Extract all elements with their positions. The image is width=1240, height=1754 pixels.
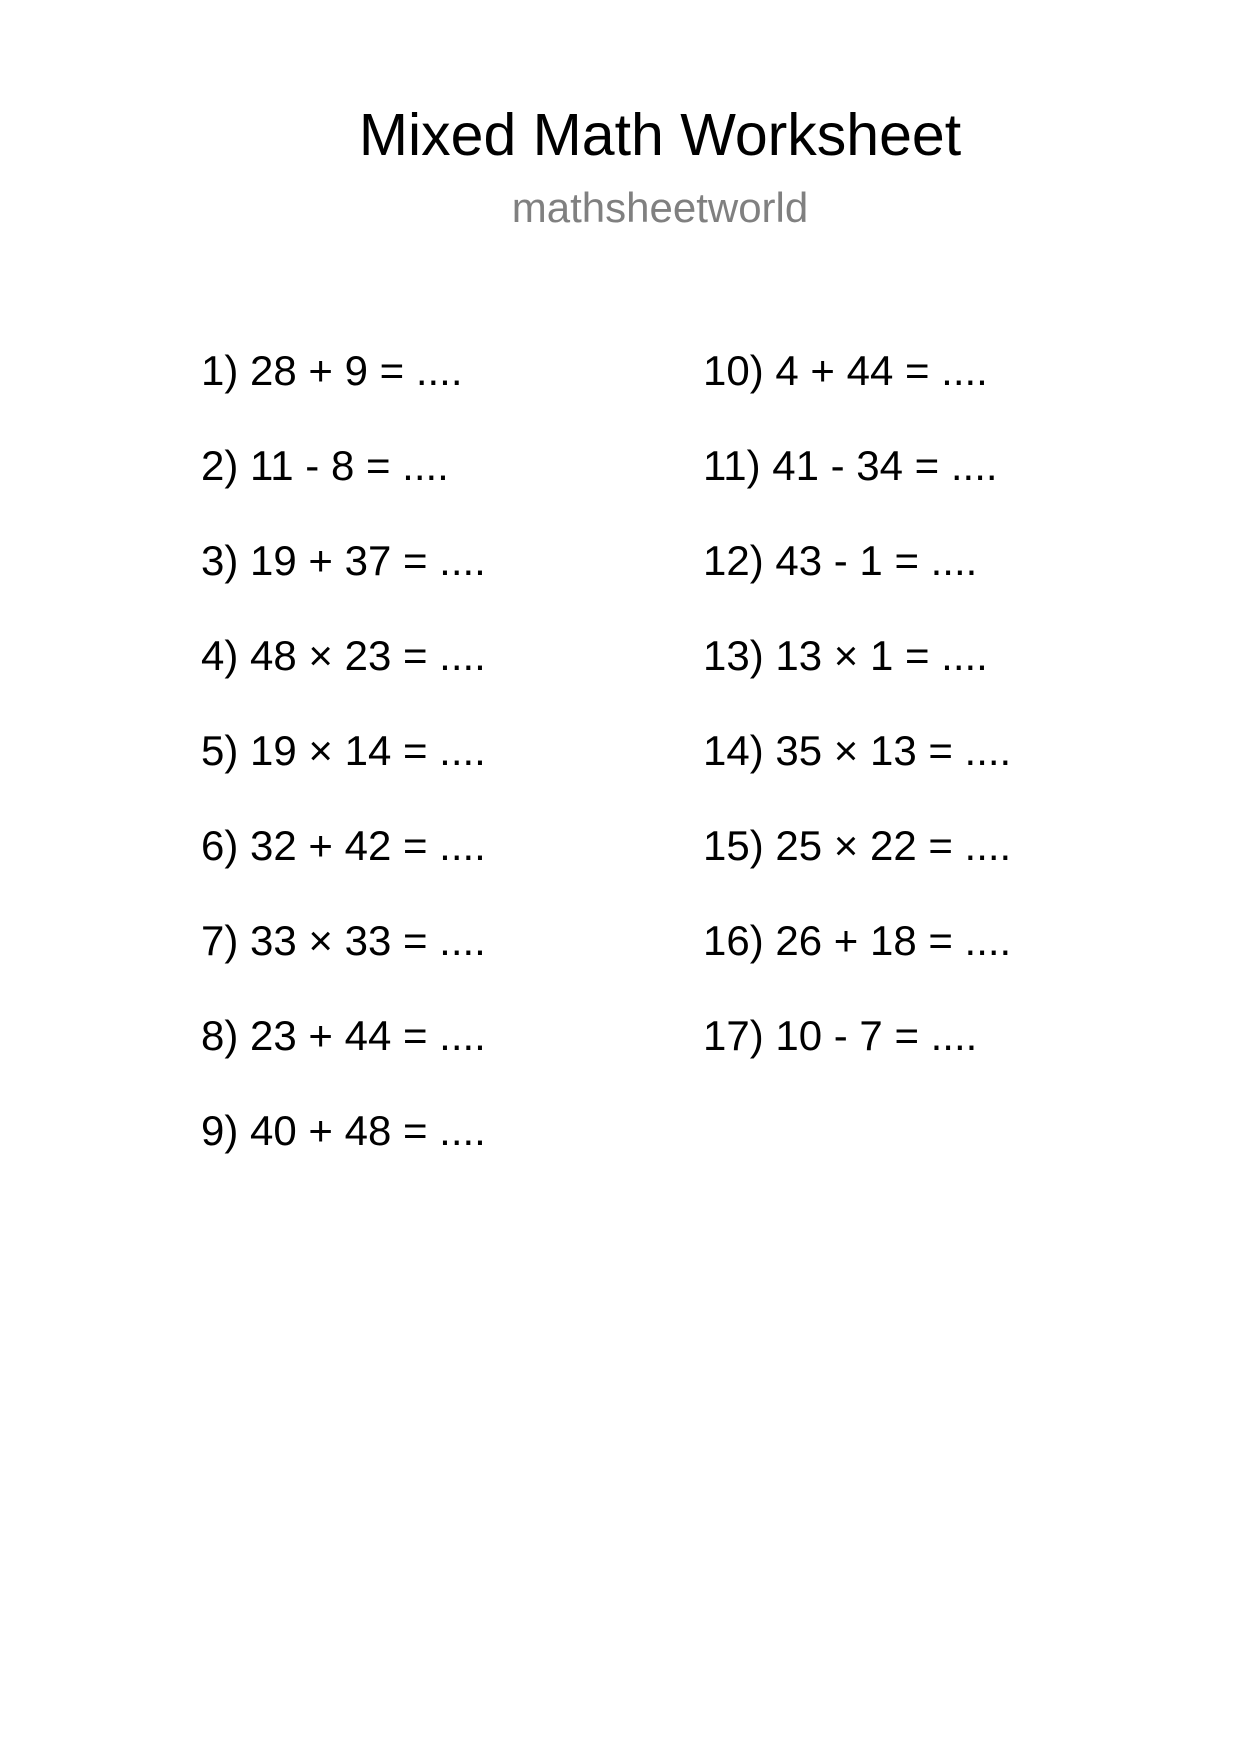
problem-7: 7) 33 × 33 = ....: [201, 917, 486, 964]
problem-3: 3) 19 + 37 = ....: [201, 537, 486, 584]
problem-9: 9) 40 + 48 = ....: [201, 1107, 486, 1154]
problem-8: 8) 23 + 44 = ....: [201, 1012, 486, 1059]
problem-17: 17) 10 - 7 = ....: [703, 1012, 978, 1059]
problems-column-right: [703, 345, 1011, 1105]
problem-14: 14) 35 × 13 = ....: [703, 727, 1012, 774]
problem-1: 1) 28 + 9 = ....: [201, 347, 463, 394]
worksheet-title: Mixed Math Worksheet: [358, 102, 962, 168]
problem-13: 13) 13 × 1 = ....: [703, 632, 988, 679]
problem-6: 6) 32 + 42 = ....: [201, 822, 486, 869]
problem-4: 4) 48 × 23 = ....: [201, 632, 486, 679]
problem-2: 2) 11 - 8 = ....: [201, 442, 449, 489]
problems-column-left: [201, 345, 486, 1200]
worksheet-subtitle: mathsheetworld: [511, 184, 809, 231]
problem-16: 16) 26 + 18 = ....: [703, 917, 1012, 964]
problem-15: 15) 25 × 22 = ....: [703, 822, 1012, 869]
problem-10: 10) 4 + 44 = ....: [703, 347, 988, 394]
problem-5: 5) 19 × 14 = ....: [201, 727, 486, 774]
problem-11: 11) 41 - 34 = ....: [703, 442, 998, 489]
problem-12: 12) 43 - 1 = ....: [703, 537, 978, 584]
